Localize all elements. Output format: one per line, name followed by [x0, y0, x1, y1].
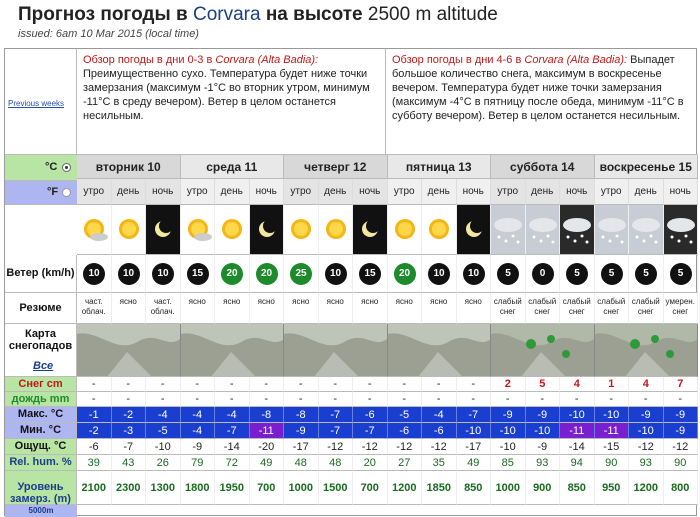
summary-head: Обзор погоды в дни 0-3 в: [83, 54, 213, 66]
wind-icon: 20: [256, 263, 278, 285]
feels-value: -10: [491, 439, 526, 455]
snow-map-thumbnail[interactable]: [491, 324, 595, 377]
feels-value: -12: [353, 439, 388, 455]
snow-value: -: [250, 377, 285, 392]
snow-map-thumbnail[interactable]: [77, 324, 181, 377]
snow-value: 5: [526, 377, 561, 392]
rh-value: 93: [526, 455, 561, 471]
wind-cell: [284, 255, 319, 293]
resume-value: умерен. снег: [664, 293, 699, 324]
sun-weather-icon: [112, 205, 147, 255]
wind-cell: [560, 255, 595, 293]
freeze-value: 1850: [422, 471, 457, 505]
feels-value: -9: [526, 439, 561, 455]
wind-icon: 5: [566, 263, 588, 285]
rain-value: -: [250, 392, 285, 407]
wind-cell: [146, 255, 181, 293]
fahrenheit-radio-icon[interactable]: [62, 188, 71, 197]
resume-value: ясно: [388, 293, 423, 324]
rh-value: 43: [112, 455, 147, 471]
wind-label: Ветер (km/h): [5, 255, 77, 293]
freeze-label: Уровень замерз. (m): [5, 471, 77, 505]
rh-value: 90: [595, 455, 630, 471]
fahrenheit-toggle[interactable]: [5, 181, 77, 205]
max-value: -8: [250, 407, 285, 423]
snow-value: -: [388, 377, 423, 392]
min-value: -6: [388, 423, 423, 439]
wind-icon: 5: [497, 263, 519, 285]
wind-cell: [112, 255, 147, 293]
rh-value: 27: [388, 455, 423, 471]
rh-value: 48: [319, 455, 354, 471]
snow-value: 7: [664, 377, 699, 392]
feels-value: -14: [560, 439, 595, 455]
max-value: -6: [353, 407, 388, 423]
rain-value: -: [388, 392, 423, 407]
rh-label: Rel. hum. %: [5, 455, 77, 471]
rain-value: -: [181, 392, 216, 407]
feels-value: -7: [112, 439, 147, 455]
wind-cell: [491, 255, 526, 293]
time-of-day: утро: [491, 179, 526, 205]
moon-weather-icon: [146, 205, 181, 255]
wind-icon: 10: [463, 263, 485, 285]
min-value: -11: [250, 423, 285, 439]
time-of-day: ночь: [353, 179, 388, 205]
snow-map-thumbnail[interactable]: [388, 324, 492, 377]
wind-cell: [422, 255, 457, 293]
wind-cell: [388, 255, 423, 293]
max-value: -4: [146, 407, 181, 423]
wind-cell: [215, 255, 250, 293]
feels-value: -17: [284, 439, 319, 455]
rain-value: -: [457, 392, 492, 407]
resume-value: част. облач.: [146, 293, 181, 324]
snow-map-thumbnail[interactable]: [181, 324, 285, 377]
snow-value: -: [146, 377, 181, 392]
rain-value: -: [215, 392, 250, 407]
snow-value: 2: [491, 377, 526, 392]
map-all-link[interactable]: Все: [33, 360, 54, 372]
title-prefix: Прогноз погоды в: [18, 4, 188, 25]
resume-value: ясно: [112, 293, 147, 324]
wind-icon: 20: [221, 263, 243, 285]
time-of-day: ночь: [560, 179, 595, 205]
min-value: -9: [284, 423, 319, 439]
max-value: -9: [664, 407, 699, 423]
min-value: -4: [181, 423, 216, 439]
snow-weather-icon: [526, 205, 561, 255]
rain-value: -: [112, 392, 147, 407]
wind-icon: 10: [118, 263, 140, 285]
max-value: -9: [526, 407, 561, 423]
feels-value: -12: [664, 439, 699, 455]
time-of-day: утро: [284, 179, 319, 205]
day-header: вторник 10: [77, 155, 181, 179]
feels-value: -12: [388, 439, 423, 455]
min-value: -3: [112, 423, 147, 439]
snow-weather-icon: [560, 205, 595, 255]
snow-value: -: [215, 377, 250, 392]
day-header: четверг 12: [284, 155, 388, 179]
rh-value: 72: [215, 455, 250, 471]
wind-icon: 0: [532, 263, 554, 285]
max-value: -7: [457, 407, 492, 423]
day-header: пятница 13: [388, 155, 492, 179]
resume-value: слабый снег: [560, 293, 595, 324]
summary-text: Преимущественно сухо. Температура будет ниже точки замерзания (максимум -1°C во вторник утром, минимум -11°C в среду вечером). Ветер в целом останется несильным.: [83, 68, 370, 122]
feels-value: -12: [629, 439, 664, 455]
max-value: -2: [112, 407, 147, 423]
snow-value: -: [319, 377, 354, 392]
time-of-day: день: [215, 179, 250, 205]
moon-weather-icon: [250, 205, 285, 255]
feels-value: -14: [215, 439, 250, 455]
max-value: -9: [629, 407, 664, 423]
rain-value: -: [595, 392, 630, 407]
min-value: -9: [664, 423, 699, 439]
freeze-value: 1200: [388, 471, 423, 505]
wind-cell: [526, 255, 561, 293]
wind-icon: 10: [428, 263, 450, 285]
feels-label: Ощущ. °C: [5, 439, 77, 455]
snow-value: -: [284, 377, 319, 392]
rain-value: -: [353, 392, 388, 407]
rain-value: -: [284, 392, 319, 407]
rain-value: -: [77, 392, 112, 407]
feels-value: -17: [457, 439, 492, 455]
min-value: -10: [491, 423, 526, 439]
time-of-day: утро: [181, 179, 216, 205]
snow-map-thumbnail[interactable]: [595, 324, 699, 377]
sun-weather-icon: [77, 205, 112, 255]
snow-weather-icon: [491, 205, 526, 255]
moon-weather-icon: [353, 205, 388, 255]
resume-value: ясно: [422, 293, 457, 324]
wind-cell: [181, 255, 216, 293]
forecast-table: [4, 48, 697, 516]
wind-cell: [77, 255, 112, 293]
resume-value: част. облач.: [77, 293, 112, 324]
freeze-value: 2100: [77, 471, 112, 505]
max-value: -7: [319, 407, 354, 423]
time-of-day: ночь: [457, 179, 492, 205]
feels-value: -20: [250, 439, 285, 455]
rain-value: -: [560, 392, 595, 407]
snow-value: -: [422, 377, 457, 392]
time-of-day: ночь: [664, 179, 699, 205]
wind-icon: 5: [601, 263, 623, 285]
feels-value: -9: [181, 439, 216, 455]
time-of-day: ночь: [146, 179, 181, 205]
feels-value: -12: [422, 439, 457, 455]
previous-weeks-cell: [5, 49, 77, 155]
wind-icon: 15: [359, 263, 381, 285]
celsius-radio-icon[interactable]: [62, 163, 71, 172]
title-altitude: 2500 m: [367, 4, 432, 25]
wind-cell: [250, 255, 285, 293]
snow-value: 1: [595, 377, 630, 392]
fahrenheit-label: °F: [47, 186, 59, 198]
resume-value: слабый снег: [595, 293, 630, 324]
max-value: -10: [595, 407, 630, 423]
time-of-day: день: [319, 179, 354, 205]
max-value: -9: [491, 407, 526, 423]
time-of-day: день: [422, 179, 457, 205]
wind-cell: [457, 255, 492, 293]
summary-place[interactable]: Corvara (Alta Badia):: [215, 54, 319, 66]
freeze-value: 1800: [181, 471, 216, 505]
feels-value: -6: [77, 439, 112, 455]
resume-value: ясно: [457, 293, 492, 324]
rain-value: -: [422, 392, 457, 407]
freeze-value: 1300: [146, 471, 181, 505]
min-value: -11: [595, 423, 630, 439]
title-middle: на высоте: [265, 4, 363, 25]
freeze-value: 850: [560, 471, 595, 505]
freeze-value: 850: [457, 471, 492, 505]
sun-weather-icon: [181, 205, 216, 255]
resume-value: слабый снег: [629, 293, 664, 324]
rain-value: -: [664, 392, 699, 407]
snow-weather-icon: [629, 205, 664, 255]
freeze-value: 1200: [629, 471, 664, 505]
min-value: -6: [422, 423, 457, 439]
rain-value: -: [526, 392, 561, 407]
sun-weather-icon: [422, 205, 457, 255]
freeze-value: 700: [250, 471, 285, 505]
max-value: -1: [77, 407, 112, 423]
min-value: -10: [629, 423, 664, 439]
time-of-day: день: [112, 179, 147, 205]
feels-value: -15: [595, 439, 630, 455]
wind-icon: 5: [635, 263, 657, 285]
sun-weather-icon: [284, 205, 319, 255]
rh-value: 26: [146, 455, 181, 471]
rh-value: 93: [629, 455, 664, 471]
snow-weather-icon: [595, 205, 630, 255]
wind-cell: [595, 255, 630, 293]
day-header: суббота 14: [491, 155, 595, 179]
snow-weather-icon: [664, 205, 699, 255]
time-of-day: ночь: [250, 179, 285, 205]
freeze-value: 1500: [319, 471, 354, 505]
rain-value: -: [319, 392, 354, 407]
feels-value: -10: [146, 439, 181, 455]
snow-value: -: [353, 377, 388, 392]
min-value: -2: [77, 423, 112, 439]
min-value: -11: [560, 423, 595, 439]
min-value: -7: [319, 423, 354, 439]
snow-value: -: [77, 377, 112, 392]
resume-value: ясно: [215, 293, 250, 324]
bottom-altitude-link[interactable]: 5000m: [5, 505, 77, 517]
resume-label: Резюме: [5, 293, 77, 324]
wind-icon: 25: [290, 263, 312, 285]
time-of-day: утро: [388, 179, 423, 205]
time-of-day: день: [526, 179, 561, 205]
rh-value: 48: [284, 455, 319, 471]
issued-date: issued: 6am 10 Mar 2015 (local time): [18, 28, 199, 40]
wind-icon: 10: [152, 263, 174, 285]
snow-value: 4: [560, 377, 595, 392]
freeze-value: 800: [664, 471, 699, 505]
max-value: -10: [560, 407, 595, 423]
max-value: -4: [181, 407, 216, 423]
sun-weather-icon: [215, 205, 250, 255]
wind-cell: [629, 255, 664, 293]
resume-value: слабый снег: [526, 293, 561, 324]
freeze-value: 950: [595, 471, 630, 505]
rh-value: 90: [664, 455, 699, 471]
summary-head: Обзор погоды в дни 4-6 в: [392, 54, 522, 66]
wind-cell: [319, 255, 354, 293]
rain-value: -: [629, 392, 664, 407]
resume-value: ясно: [284, 293, 319, 324]
summary-place[interactable]: Corvara (Alta Badia):: [524, 54, 628, 66]
rain-label: дождь mm: [5, 392, 77, 407]
min-label: Мин. °C: [5, 423, 77, 439]
page-title: [18, 4, 498, 26]
time-of-day: день: [629, 179, 664, 205]
wind-icon: 20: [394, 263, 416, 285]
moon-weather-icon: [457, 205, 492, 255]
resume-value: слабый снег: [491, 293, 526, 324]
feels-value: -12: [319, 439, 354, 455]
summary-days-4-6: [386, 49, 698, 155]
rain-value: -: [146, 392, 181, 407]
day-header: воскресенье 15: [595, 155, 699, 179]
sun-weather-icon: [319, 205, 354, 255]
max-value: -4: [422, 407, 457, 423]
wind-icon: 10: [325, 263, 347, 285]
freeze-value: 1000: [284, 471, 319, 505]
wind-icon: 15: [187, 263, 209, 285]
time-of-day: утро: [77, 179, 112, 205]
rh-value: 49: [457, 455, 492, 471]
rh-value: 39: [77, 455, 112, 471]
freeze-value: 1000: [491, 471, 526, 505]
time-of-day: утро: [595, 179, 630, 205]
rh-value: 85: [491, 455, 526, 471]
max-label: Макс. °C: [5, 407, 77, 423]
wind-cell: [353, 255, 388, 293]
celsius-toggle[interactable]: [5, 155, 77, 181]
snow-map-thumbnail[interactable]: [284, 324, 388, 377]
freeze-value: 700: [353, 471, 388, 505]
wind-cell: [664, 255, 699, 293]
rh-value: 49: [250, 455, 285, 471]
max-value: -5: [388, 407, 423, 423]
rain-value: -: [491, 392, 526, 407]
rh-value: 20: [353, 455, 388, 471]
snow-value: 4: [629, 377, 664, 392]
rh-value: 94: [560, 455, 595, 471]
resume-value: ясно: [319, 293, 354, 324]
snow-value: -: [457, 377, 492, 392]
max-value: -8: [284, 407, 319, 423]
resume-value: ясно: [250, 293, 285, 324]
snow-value: -: [181, 377, 216, 392]
sun-weather-icon: [388, 205, 423, 255]
rh-value: 35: [422, 455, 457, 471]
resume-value: ясно: [181, 293, 216, 324]
title-suffix: altitude: [436, 4, 498, 25]
day-header: среда 11: [181, 155, 285, 179]
freeze-value: 2300: [112, 471, 147, 505]
resume-value: ясно: [353, 293, 388, 324]
min-value: -7: [215, 423, 250, 439]
celsius-label: °C: [45, 161, 58, 173]
min-value: -7: [353, 423, 388, 439]
snow-label: Снег cm: [5, 377, 77, 392]
min-value: -10: [457, 423, 492, 439]
map-label: Карта снегопадов: [5, 324, 77, 377]
freeze-value: 900: [526, 471, 561, 505]
summary-text: Выпадет большое количество снега, максимум в воскресенье вечером. Температура будет ниже точки замерзания (максимум -4°C в пятницу после обеда, минимум -11°C в субботу вечером). Ветер в целом останется несильным.: [392, 54, 684, 122]
rh-value: 79: [181, 455, 216, 471]
snow-value: -: [112, 377, 147, 392]
min-value: -5: [146, 423, 181, 439]
min-value: -10: [526, 423, 561, 439]
previous-weeks-link[interactable]: Previous weeks: [8, 99, 65, 108]
max-value: -4: [215, 407, 250, 423]
freeze-value: 1950: [215, 471, 250, 505]
summary-days-0-3: [77, 49, 386, 155]
wind-icon: 5: [670, 263, 692, 285]
title-location[interactable]: Corvara: [192, 4, 261, 25]
wind-icon: 10: [83, 263, 105, 285]
